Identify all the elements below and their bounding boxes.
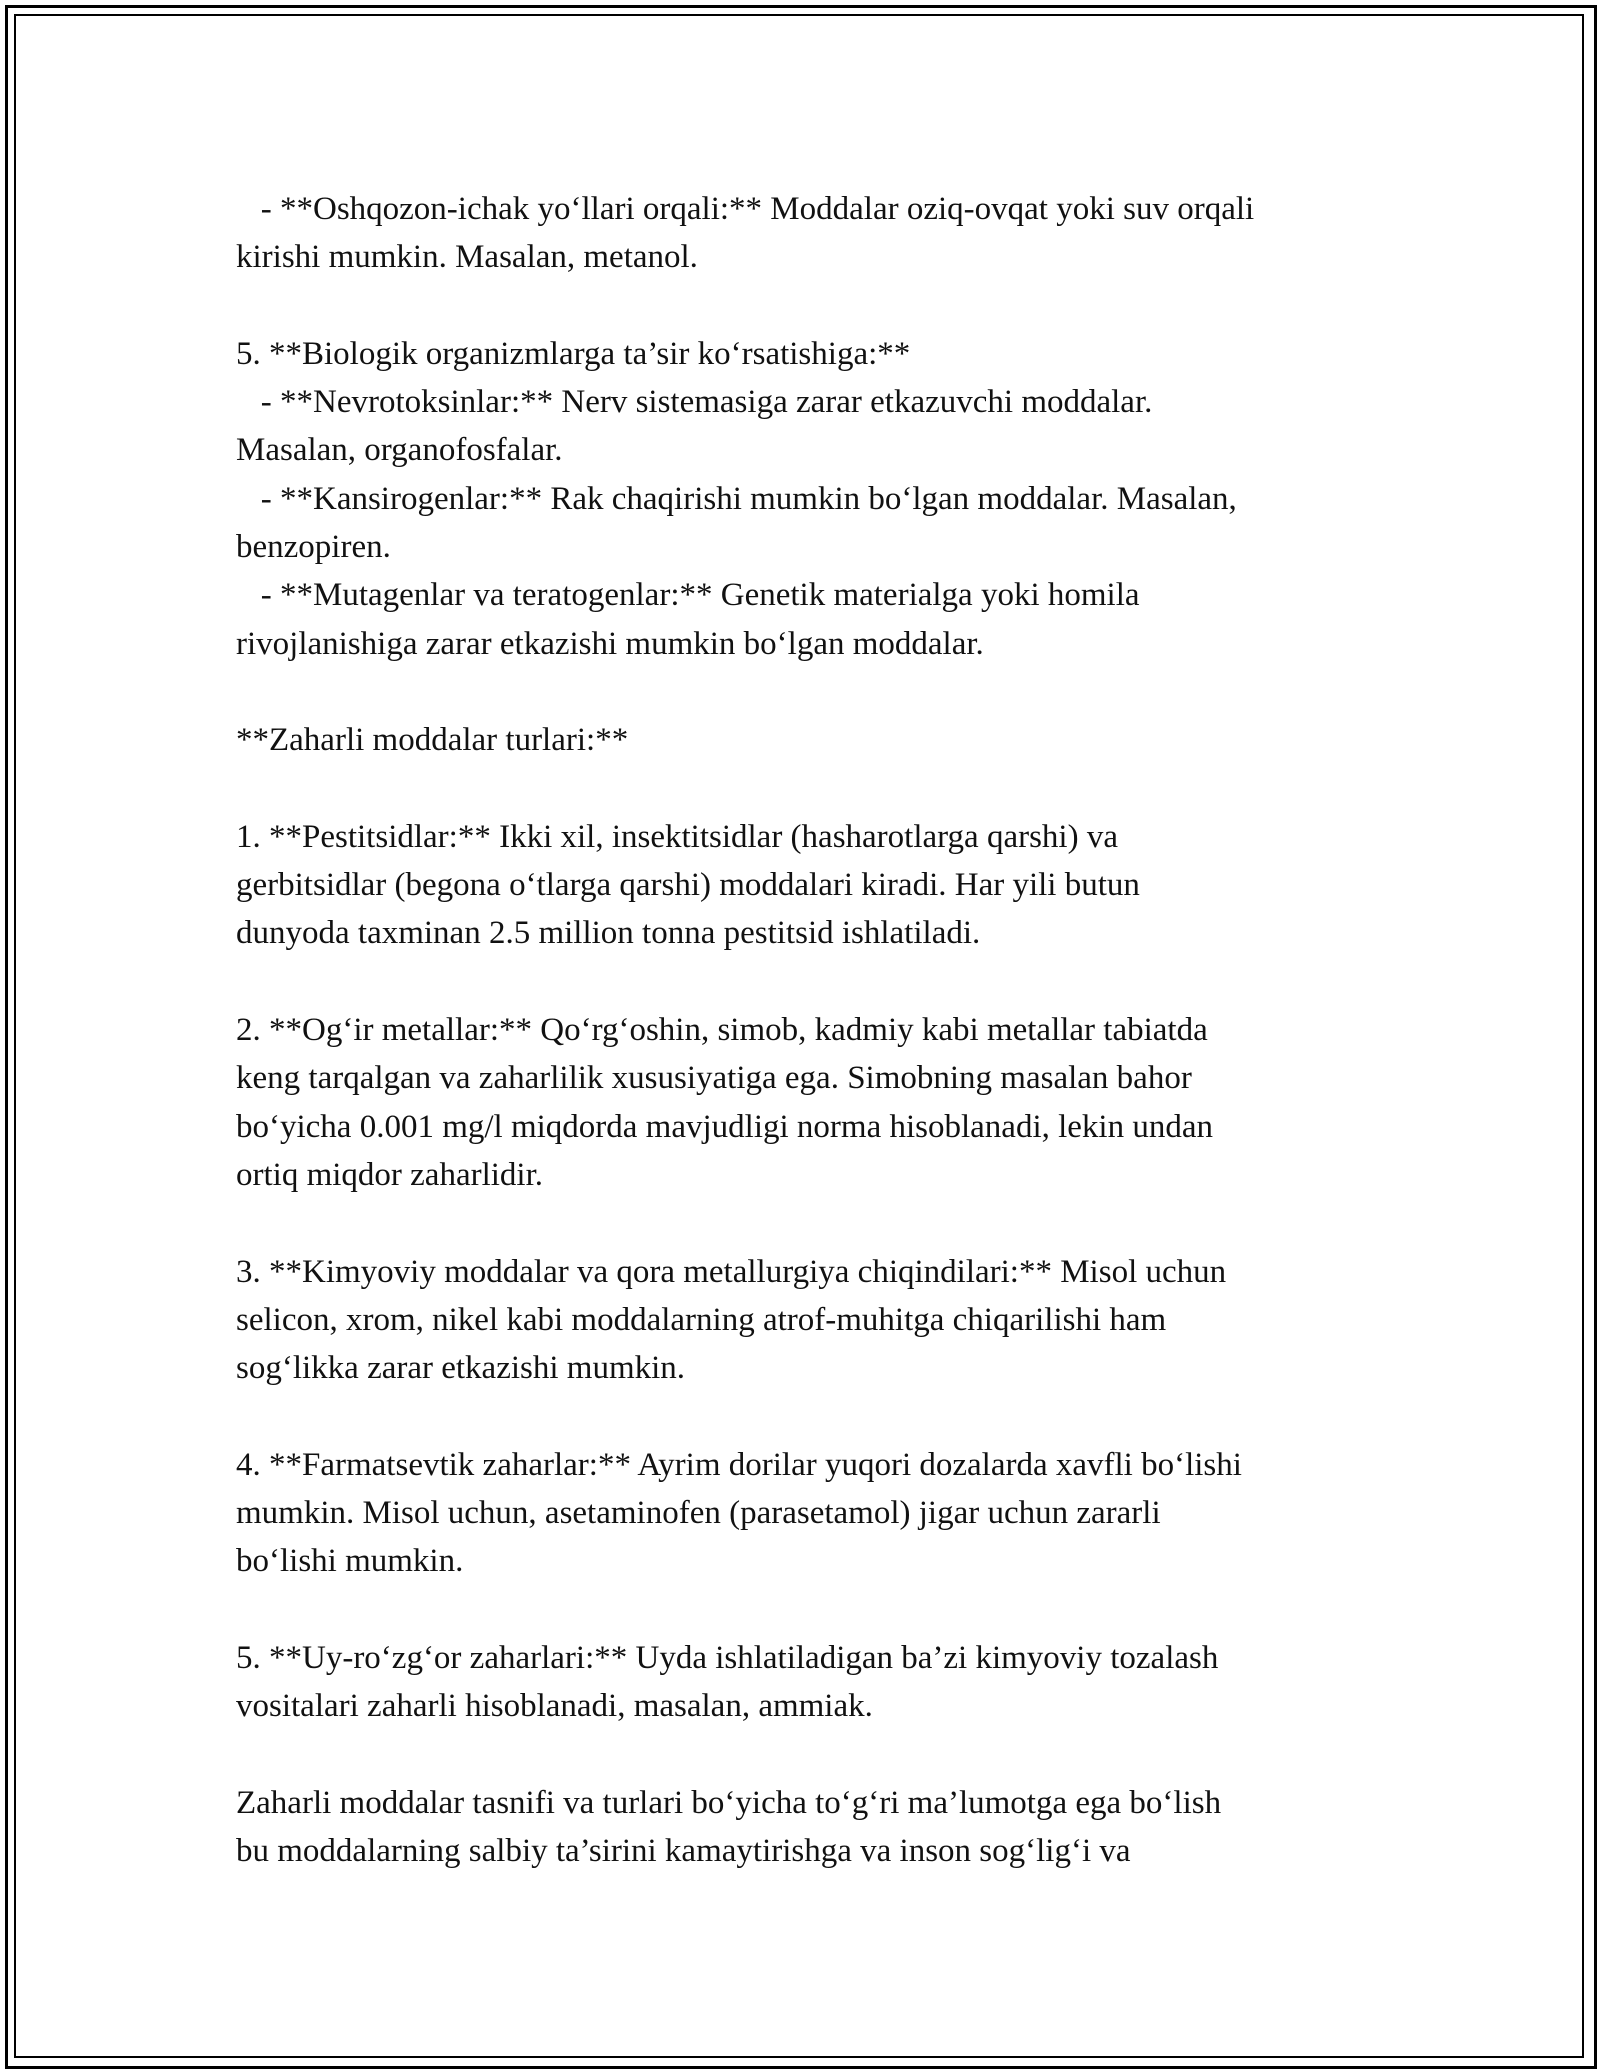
list-heading: 5. **Biologik organizmlarga ta’sir ko‘rsatishiga:** xyxy=(236,335,911,372)
list-item: 2. **Og‘ir metallar:** Qo‘rg‘oshin, simob, kadmiy kabi metallar tabiatda xyxy=(236,1012,1208,1049)
text-line: kirishi mumkin. Masalan, metanol. xyxy=(236,239,698,276)
closing-paragraph-line: Zaharli moddalar tasnifi va turlari bo‘yicha to‘g‘ri ma’lumotga ega bo‘lish xyxy=(236,1784,1222,1821)
text-line: selicon, xrom, nikel kabi moddalarning atrof-muhitga chiqarilishi ham xyxy=(236,1301,1167,1338)
blank-line xyxy=(236,1586,1396,1634)
blank-line xyxy=(236,282,1396,330)
text-line: - **Nevrotoksinlar:** Nerv sistemasiga zarar etkazuvchi moddalar. xyxy=(236,384,1153,421)
text-line: - **Oshqozon-ichak yo‘llari orqali:** Moddalar oziq-ovqat yoki suv orqali xyxy=(236,191,1255,227)
text-line: bo‘lishi mumkin. xyxy=(236,1543,464,1580)
text-line: mumkin. Misol uchun, asetaminofen (parasetamol) jigar uchun zararli xyxy=(236,1495,1161,1532)
list-item: 1. **Pestitsidlar:** Ikki xil, insektitsidlar (hasharotlarga qarshi) va xyxy=(236,818,1118,855)
blank-line xyxy=(236,1731,1396,1779)
text-line: - **Kansirogenlar:** Rak chaqirishi mumkin bo‘lgan moddalar. Masalan, xyxy=(236,480,1237,517)
closing-paragraph-line: bu moddalarning salbiy ta’sirini kamaytirishga va inson sog‘lig‘i va xyxy=(236,1833,1131,1870)
blank-line xyxy=(236,668,1396,716)
text-line: bo‘yicha 0.001 mg/l miqdorda mavjudligi norma hisoblanadi, lekin undan xyxy=(236,1108,1213,1145)
document-body xyxy=(236,185,1396,1875)
text-line: ortiq miqdor zaharlidir. xyxy=(236,1156,544,1193)
list-item: 4. **Farmatsevtik zaharlar:** Ayrim dorilar yuqori dozalarda xavfli bo‘lishi xyxy=(236,1446,1242,1483)
text-line: benzopiren. xyxy=(236,529,391,566)
text-line: rivojlanishiga zarar etkazishi mumkin bo‘lgan moddalar. xyxy=(236,625,984,662)
text-line: sog‘likka zarar etkazishi mumkin. xyxy=(236,1350,686,1387)
text-line: dunyoda taxminan 2.5 million tonna pestitsid ishlatiladi. xyxy=(236,915,981,952)
blank-line xyxy=(236,958,1396,1006)
blank-line xyxy=(236,1199,1396,1247)
text-line: gerbitsidlar (begona o‘tlarga qarshi) moddalari kiradi. Har yili butun xyxy=(236,867,1140,904)
text-line: keng tarqalgan va zaharlilik xususiyatiga ega. Simobning masalan bahor xyxy=(236,1060,1192,1097)
text-line: - **Mutagenlar va teratogenlar:** Genetik materialga yoki homila xyxy=(236,577,1140,614)
blank-line xyxy=(236,765,1396,813)
blank-line xyxy=(236,1392,1396,1440)
section-heading: **Zaharli moddalar turlari:** xyxy=(236,722,629,759)
list-item: 5. **Uy-ro‘zg‘or zaharlari:** Uyda ishlatiladigan ba’zi kimyoviy tozalash xyxy=(236,1639,1219,1676)
text-line: Masalan, organofosfalar. xyxy=(236,432,563,469)
list-item: 3. **Kimyoviy moddalar va qora metallurgiya chiqindilari:** Misol uchun xyxy=(236,1253,1227,1290)
text-line: vositalari zaharli hisoblanadi, masalan, ammiak. xyxy=(236,1688,873,1725)
